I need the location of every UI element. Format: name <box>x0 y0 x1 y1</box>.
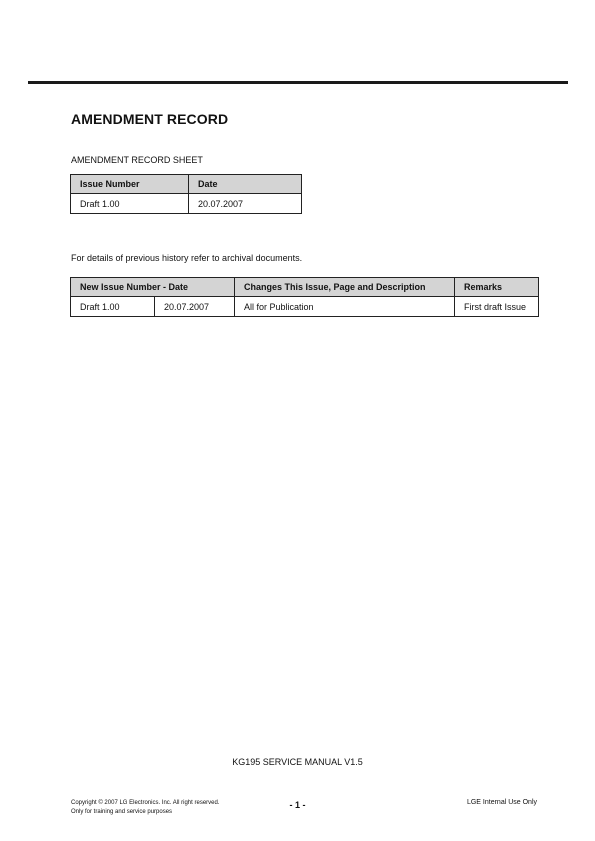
remarks-header: Remarks <box>455 278 539 297</box>
table-row <box>71 297 539 317</box>
issue-table <box>70 174 302 214</box>
copyright-text: Copyright © 2007 LG Electronics. Inc. All right reserved. <box>71 800 220 806</box>
changes-header: Changes This Issue, Page and Description <box>235 278 455 297</box>
issue-number-header: Issue Number <box>71 175 189 194</box>
changes-table-header-row <box>71 278 539 297</box>
header-rule <box>28 81 568 84</box>
manual-title: KG195 SERVICE MANUAL V1.5 <box>232 757 363 767</box>
new-issue-header: New Issue Number - Date <box>71 278 235 297</box>
date-cell: 20.07.2007 <box>189 194 302 214</box>
changes-table <box>70 277 539 317</box>
history-note: For details of previous history refer to archival documents. <box>71 253 303 263</box>
remarks-cell: First draft Issue <box>455 297 539 317</box>
sheet-label: AMENDMENT RECORD SHEET <box>71 155 203 165</box>
date-header: Date <box>189 175 302 194</box>
classification-text: LGE Internal Use Only <box>466 799 537 806</box>
issue-number-cell: Draft 1.00 <box>71 194 189 214</box>
table-row <box>71 194 302 214</box>
date-cell: 20.07.2007 <box>155 297 235 317</box>
page-number: - 1 - <box>289 800 306 810</box>
description-cell: All for Publication <box>235 297 455 317</box>
issue-number-cell: Draft 1.00 <box>71 297 155 317</box>
page-title: AMENDMENT RECORD <box>71 111 229 127</box>
usage-text: Only for training and service purposes <box>71 809 173 815</box>
issue-table-header-row <box>71 175 302 194</box>
